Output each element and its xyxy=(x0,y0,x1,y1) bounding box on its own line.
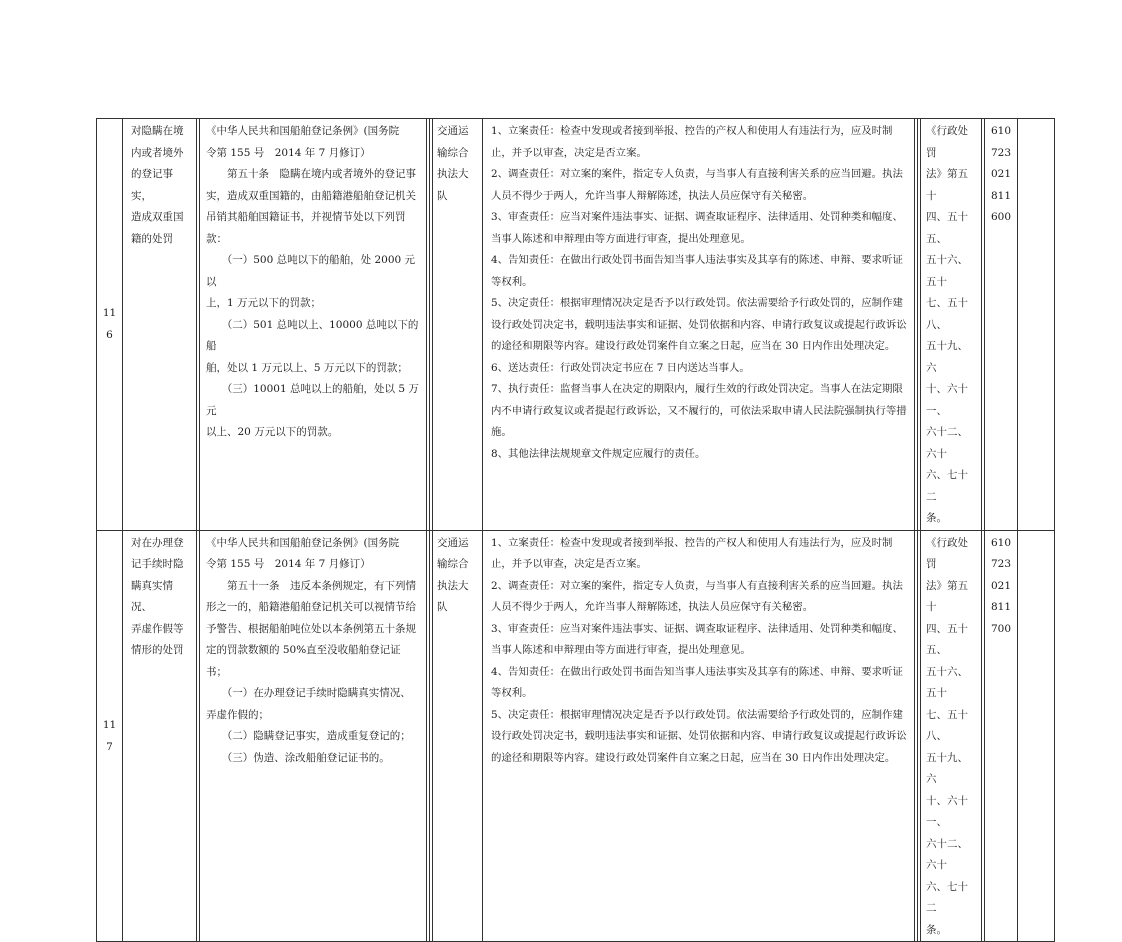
law-reference-cell xyxy=(918,530,985,942)
table-row xyxy=(97,530,1055,942)
responsibility-cell xyxy=(483,530,918,942)
item-code: 610 723 021 811 600 xyxy=(991,125,1012,223)
responsibility-item: 6、送达责任：行政处罚决定书应在 7 日内送达当事人。 xyxy=(491,361,750,374)
responsibility-item: 1、立案责任：检查中发现或者接到举报、控告的产权人和使用人有违法行为，应及时制止，并予以审查，决定是否立案。 xyxy=(491,536,893,570)
legal-basis-line: （三）10001 总吨以上的船舶，处以 5 万元 以上、20 万元以下的罚款。 xyxy=(206,383,419,438)
code-cell xyxy=(985,530,1018,942)
legal-basis-cell xyxy=(197,119,430,531)
responsibilities xyxy=(485,531,915,942)
law-reference-cell xyxy=(918,119,985,531)
table-row xyxy=(97,119,1055,531)
item-name-cell xyxy=(123,119,197,531)
legal-basis-line: （二）501 总吨以上、10000 总吨以下的船 舶，处以 1 万元以上、5 万元以下的罚款； xyxy=(206,318,419,374)
legal-basis-line: 《中华人民共和国船舶登记条例》(国务院 令第 155 号 2014 年 7 月修订） xyxy=(206,536,400,570)
department-cell xyxy=(430,119,483,531)
responsibility-cell xyxy=(483,119,918,531)
item-code: 610 723 021 811 700 xyxy=(991,536,1012,635)
row-number: 11 7 xyxy=(102,718,117,753)
item-name: 对在办理登 记手续时隐 瞒真实情况、 弄虚作假等 情形的处罚 xyxy=(131,536,184,656)
legal-basis-line: （一）在办理登记手续时隐瞒真实情况、 弄虚作假的； xyxy=(206,687,411,721)
legal-basis-cell xyxy=(197,530,430,942)
legal-basis-line: （二）隐瞒登记事实，造成重复登记的； xyxy=(206,730,411,742)
responsibility-item: 5、决定责任：根据审理情况决定是否予以行政处罚。依法需要给予行政处罚的，应制作建设行政处罚决定书，载明违法事实和证据、处罚依据和内容、申请行政复议或提起行政诉讼的途径和期限等内容。建设行政处罚案件自立案之日起，应当在 30 日内作出处理决定。 xyxy=(491,708,907,764)
remarks-cell xyxy=(1018,530,1055,942)
legal-basis-line: （三）伪造、涂改船舶登记证书的。 xyxy=(206,751,390,764)
law-reference: 《行政处罚 法》第五十 四、五十五、 五十六、五十 七、五十八、 五十九、六 十、六十一、 六十二、六十 六、七十二 条。 xyxy=(920,531,982,942)
legal-basis-line: 第五十条 隐瞒在境内或者境外的登记事 实，造成双重国籍的，由船籍港船舶登记机关 吊销其船舶国籍证书，并视情节处以下列罚款： xyxy=(206,168,416,245)
penalty-table xyxy=(96,118,1055,942)
responsibility-item: 7、执行责任：监督当事人在决定的期限内，履行生效的行政处罚决定。当事人在法定期限内不申请行政复议或者提起行政诉讼，又不履行的，可依法采取申请人民法院强制执行等措施。 xyxy=(491,383,907,438)
item-name: 对隐瞒在境 内或者境外 的登记事实， 造成双重国 籍的处罚 xyxy=(131,125,184,245)
department: 交通运 输综合 执法大 队 xyxy=(432,531,480,942)
legal-basis-line: 《中华人民共和国船舶登记条例》(国务院 令第 155 号 2014 年 7 月修订） xyxy=(206,125,400,159)
responsibility-item: 1、立案责任：检查中发现或者接到举报、控告的产权人和使用人有违法行为，应及时制止，并予以审查，决定是否立案。 xyxy=(491,125,893,159)
remarks-cell xyxy=(1018,119,1055,531)
responsibility-item: 5、决定责任：根据审理情况决定是否予以行政处罚。依法需要给予行政处罚的，应制作建设行政处罚决定书，载明违法事实和证据、处罚依据和内容、申请行政复议或提起行政诉讼的途径和期限等内容。建设行政处罚案件自立案之日起，应当在 30 日内作出处理决定。 xyxy=(491,297,907,352)
responsibility-item: 8、其他法律法规规章文件规定应履行的责任。 xyxy=(491,447,706,460)
responsibility-item: 3、审查责任：应当对案件违法事实、证据、调查取证程序、法律适用、处罚种类和幅度、当事人陈述和申辩理由等方面进行审查，提出处理意见。 xyxy=(491,211,903,245)
responsibility-item: 4、告知责任：在做出行政处罚书面告知当事人违法事实及其享有的陈述、申辩、要求听证等权利。 xyxy=(491,665,903,699)
row-number-cell xyxy=(97,119,123,531)
responsibility-item: 2、调查责任：对立案的案件，指定专人负责，与当事人有直接利害关系的应当回避。执法人员不得少于两人，允许当事人辩解陈述，执法人员应保守有关秘密。 xyxy=(491,579,903,613)
responsibility-item: 3、审查责任：应当对案件违法事实、证据、调查取证程序、法律适用、处罚种类和幅度、当事人陈述和申辩理由等方面进行审查，提出处理意见。 xyxy=(491,622,903,656)
legal-basis-line: （一）500 总吨以下的船舶，处 2000 元以 上，1 万元以下的罚款； xyxy=(206,254,416,309)
code-cell xyxy=(985,119,1018,531)
legal-basis xyxy=(199,531,427,942)
row-number: 11 6 xyxy=(102,307,117,342)
responsibilities xyxy=(485,119,915,530)
legal-basis xyxy=(199,119,427,530)
department: 交通运 输综合 执法大 队 xyxy=(432,119,480,530)
item-name-cell xyxy=(123,530,197,942)
law-reference: 《行政处罚 法》第五十 四、五十五、 五十六、五十 七、五十八、 五十九、六 十、六十一、 六十二、六十 六、七十二 条。 xyxy=(920,119,982,530)
department-cell xyxy=(430,530,483,942)
legal-basis-line: 第五十一条 违反本条例规定，有下列情 形之一的，船籍港船舶登记机关可以视情节给 予警告、根据船舶吨位处以本条例第五十条规 定的罚款数额的 50%直至没收船舶登记证书； xyxy=(206,579,416,678)
responsibility-item: 4、告知责任：在做出行政处罚书面告知当事人违法事实及其享有的陈述、申辩、要求听证等权利。 xyxy=(491,254,903,288)
responsibility-item: 2、调查责任：对立案的案件，指定专人负责，与当事人有直接利害关系的应当回避。执法人员不得少于两人，允许当事人辩解陈述，执法人员应保守有关秘密。 xyxy=(491,168,903,202)
row-number-cell xyxy=(97,530,123,942)
